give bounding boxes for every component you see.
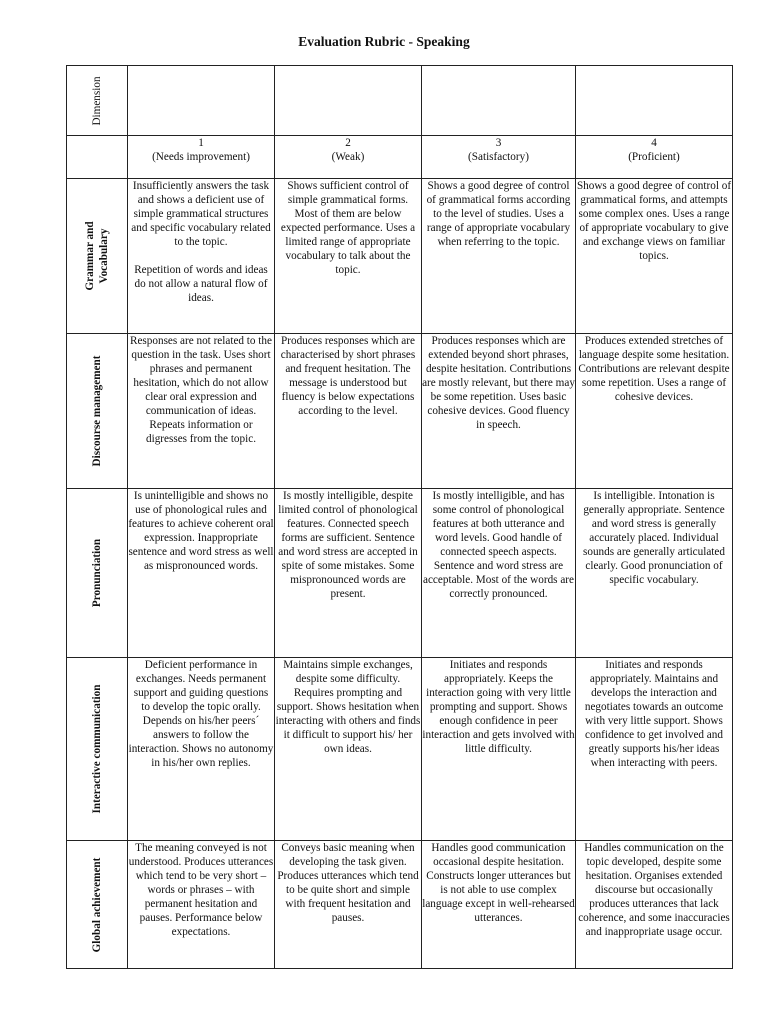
rubric-row-interactive-communication	[67, 658, 733, 841]
rubric-row-global-achievement	[67, 841, 733, 969]
rubric-cell: Initiates and responds appropriately. Keeps the interaction going with very little prompting and support. Shows enough confidence in peer interaction and gets involved with little difficulty.	[422, 658, 576, 841]
level-header-3	[422, 136, 576, 179]
rubric-cell: Produces responses which are extended beyond short phrases, despite hesitation. Contributions are mostly relevant, but there may be some repetition. Uses basic cohesive devices. Good fluency in speech.	[422, 334, 576, 489]
rubric-cell: Handles good communication occasional despite hesitation. Constructs longer utterances but is not able to use complex language except in well-rehearsed utterances.	[422, 841, 576, 969]
level-number: 3	[495, 137, 502, 149]
dimension-label: Discourse management	[91, 355, 103, 467]
rubric-cell: Shows a good degree of control of grammatical forms according to the level of studies. Uses a range of appropriate vocabulary when referring to the topic.	[422, 179, 576, 334]
rubric-row-pronunciation	[67, 489, 733, 658]
rubric-table	[66, 65, 733, 969]
rubric-cell	[128, 179, 275, 334]
rubric-cell: Is intelligible. Intonation is generally appropriate. Sentence and word stress is generally accurately placed. Individual sounds are generally articulated clearly. Good pronunciation of specific vocabulary.	[576, 489, 733, 658]
dimension-label	[83, 221, 111, 290]
dimension-label: Global achievement	[91, 857, 103, 952]
rubric-cell: Deficient performance in exchanges. Needs permanent support and guiding questions to develop the topic orally. Depends on his/her peers´ answers to follow the interaction. Shows no autonomy in his/her own replies.	[128, 658, 275, 841]
rubric-cell: Is mostly intelligible, despite limited control of phonological features. Connected speech forms are sufficient. Sentence and word stress are accepted in spite of some mistakes. Some mispronounced words are present.	[275, 489, 422, 658]
level-number: 4	[651, 137, 657, 149]
level-header-2	[275, 136, 422, 179]
level-label: (Proficient)	[628, 151, 680, 163]
rubric-cell: Produces extended stretches of language despite some hesitation. Contributions are relevant despite some repetition. Uses a range of cohesive devices.	[576, 334, 733, 489]
level-number: 2	[345, 137, 351, 149]
rubric-row-discourse-management	[67, 334, 733, 489]
header-empty-cell	[422, 66, 576, 136]
rubric-row-grammar-vocabulary	[67, 179, 733, 334]
header-empty-cell	[275, 66, 422, 136]
dimension-header-cell	[67, 66, 128, 136]
dimension-header-row	[67, 66, 733, 136]
page-title: Evaluation Rubric - Speaking	[298, 34, 470, 49]
rubric-cell: The meaning conveyed is not understood. Produces utterances which tend to be very short – words or phrases – with permanent hesitation and pauses. Performance below expectations.	[128, 841, 275, 969]
dimension-label-line: Vocabulary	[98, 228, 110, 284]
dimension-label: Pronunciation	[91, 538, 103, 608]
rubric-cell: Is mostly intelligible, and has some control of phonological features at both utterance and word levels. Good handle of connected speech aspects. Sentence and word stress are acceptable. Most of the words are correctly pronounced.	[422, 489, 576, 658]
dimension-cell	[67, 489, 128, 658]
level-label: (Weak)	[331, 151, 365, 163]
level-label: (Needs improvement)	[152, 151, 250, 163]
rubric-cell: Handles communication on the topic developed, despite some hesitation. Organises extended discourse but occasionally produces utterances that lack coherence, and some inaccuracies and inappropriate usage occur.	[576, 841, 733, 969]
header-empty-cell	[576, 66, 733, 136]
dimension-cell	[67, 841, 128, 969]
rubric-cell: Initiates and responds appropriately. Maintains and develops the interaction and negotiates towards an outcome with very little support. Shows confidence to get involved and greatly supports his/her ideas when interacting with peers.	[576, 658, 733, 841]
rubric-cell: Shows sufficient control of simple grammatical forms. Most of them are below expected performance. Uses a limited range of appropriate vocabulary to talk about the topic.	[275, 179, 422, 334]
rubric-cell: Is unintelligible and shows no use of phonological rules and features to achieve coherent oral expression. Inappropriate sentence and word stress as well as mispronounced words.	[128, 489, 275, 658]
cell-paragraph: Repetition of words and ideas do not allow a natural flow of ideas.	[134, 264, 268, 304]
dimension-cell	[67, 179, 128, 334]
rubric-cell: Conveys basic meaning when developing the task given. Produces utterances which tend to be quite short and simple with frequent hesitation and pauses.	[275, 841, 422, 969]
cell-paragraph: Insufficiently answers the task and shows a deficient use of simple grammatical structures and specific vocabulary related to the topic.	[131, 180, 271, 248]
rubric-cell: Produces responses which are characterised by short phrases and frequent hesitation. The message is understood but fluency is below expectations according to the level.	[275, 334, 422, 489]
dimension-header-label: Dimension	[91, 75, 103, 126]
header-empty-cell	[128, 66, 275, 136]
level-label: (Satisfactory)	[468, 151, 529, 163]
level-corner-cell	[67, 136, 128, 179]
level-header-row	[67, 136, 733, 179]
rubric-cell: Shows a good degree of control of grammatical forms, and attempts some complex ones. Uses a range of appropriate vocabulary to give and exchange views on familiar topics.	[576, 179, 733, 334]
dimension-cell	[67, 334, 128, 489]
level-header-1	[128, 136, 275, 179]
level-header-4	[576, 136, 733, 179]
rubric-cell: Maintains simple exchanges, despite some difficulty. Requires prompting and support. Shows hesitation when interacting with others and finds it difficult to support his/ her own ideas.	[275, 658, 422, 841]
dimension-cell	[67, 658, 128, 841]
rubric-cell: Responses are not related to the question in the task. Uses short phrases and permanent hesitation, which do not allow clear oral expression and communication of ideas. Repeats information or digresses from the topic.	[128, 334, 275, 489]
dimension-label-line: Grammar and	[84, 221, 96, 291]
dimension-label: Interactive communication	[91, 684, 103, 814]
level-number: 1	[198, 137, 204, 149]
